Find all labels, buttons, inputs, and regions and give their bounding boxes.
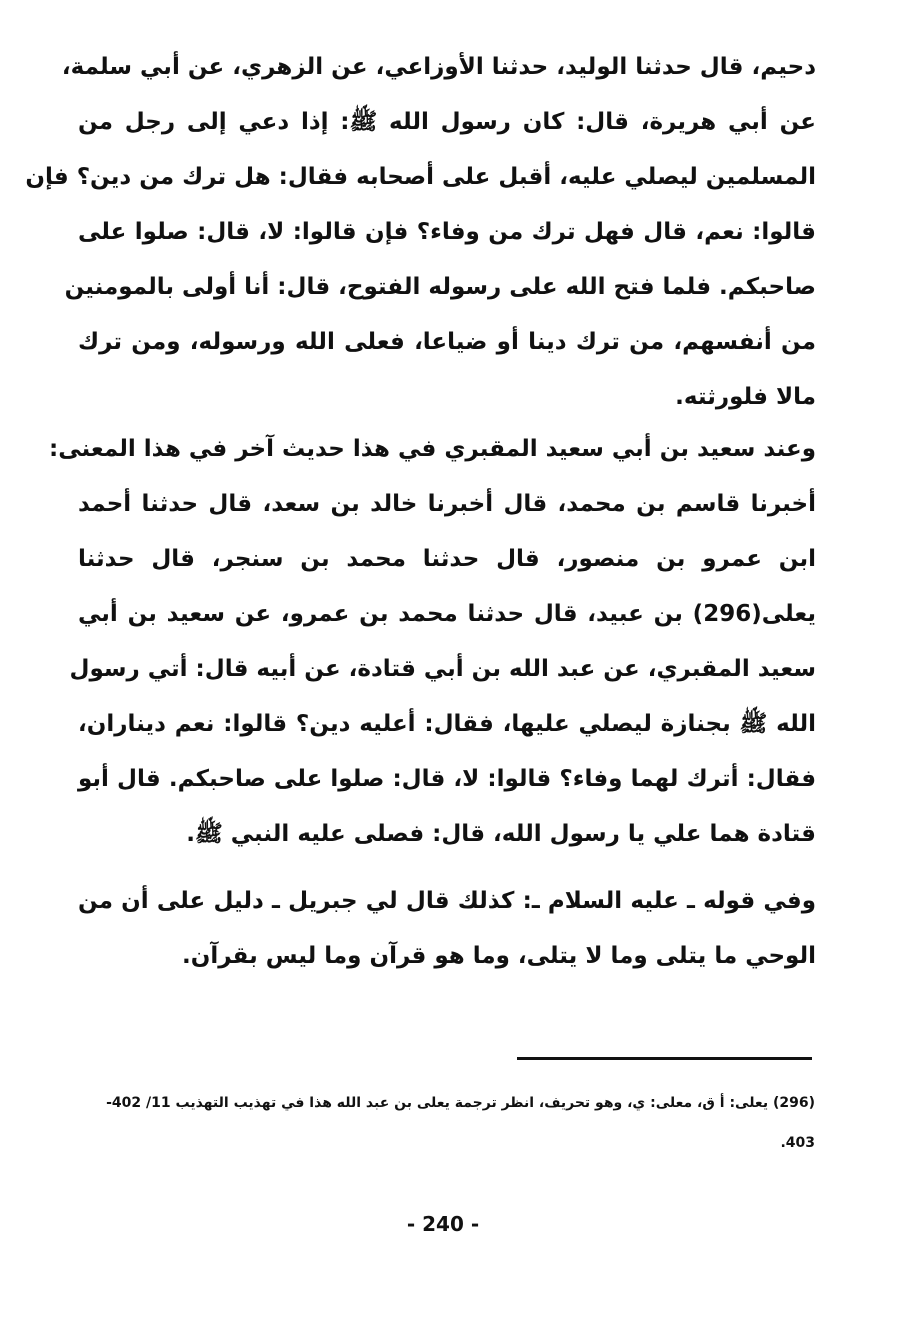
text-line: فقال: أترك لهما وفاء؟ قالوا: لا، قال: صلوا على صاحبكم. قال أبو bbox=[78, 766, 816, 792]
text-line: يعلى(296) بن عبيد، قال حدثنا محمد بن عمرو، عن سعيد بن أبي bbox=[78, 601, 816, 627]
page-number: - 240 - bbox=[406, 1212, 480, 1236]
text-line: مالا فلورثته. bbox=[675, 384, 816, 410]
footnote-separator bbox=[517, 1057, 812, 1060]
text-line: الوحي ما يتلى وما لا يتلى، وما هو قرآن وما ليس بقرآن. bbox=[181, 943, 816, 969]
text-line: من أنفسهم، من ترك دينا أو ضياعا، فعلى الله ورسوله، ومن ترك bbox=[78, 329, 816, 355]
text-line: المسلمين ليصلي عليه، أقبل على أصحابه فقال: هل ترك من دين؟ فإن bbox=[25, 164, 816, 190]
text-line: صاحبكم. فلما فتح الله على رسوله الفتوح، قال: أنا أولى بالمومنين bbox=[64, 274, 816, 300]
footnote-296 bbox=[70, 1083, 815, 1163]
paragraph-hadith-abu-qatada bbox=[49, 422, 816, 862]
paragraph-commentary bbox=[78, 874, 816, 984]
footnote-line: (296) يعلى: أ ق، معلى: ي، وهو تحريف، انظر ترجمة يعلى بن عبد الله هذا في تهذيب التهذيب 11/ 402- bbox=[106, 1095, 815, 1111]
text-line: سعيد المقبري، عن عبد الله بن أبي قتادة، عن أبيه قال: أتي رسول bbox=[69, 656, 816, 682]
text-line: وفي قوله ـ عليه السلام ـ: كذلك قال لي جبريل ـ دليل على أن من bbox=[78, 888, 816, 914]
text-line: قتادة هما علي يا رسول الله، قال: فصلى عليه النبي ﷺ. bbox=[186, 821, 816, 847]
text-line: دحيم، قال حدثنا الوليد، حدثنا الأوزاعي، عن الزهري، عن أبي سلمة، bbox=[61, 54, 816, 80]
text-line: عن أبي هريرة، قال: كان رسول الله ﷺ: إذا دعي إلى رجل من bbox=[78, 109, 816, 135]
paragraph-hadith-abu-hurayra bbox=[25, 40, 816, 425]
text-line: أخبرنا قاسم بن محمد، قال أخبرنا خالد بن سعد، قال حدثنا أحمد bbox=[78, 491, 816, 517]
text-line: ابن عمرو بن منصور، قال حدثنا محمد بن سنجر، قال حدثنا bbox=[78, 546, 816, 572]
text-line: وعند سعيد بن أبي سعيد المقبري في هذا حديث آخر في هذا المعنى: bbox=[49, 436, 816, 462]
footnote-line: 403. bbox=[780, 1135, 815, 1151]
text-line: الله ﷺ بجنازة ليصلي عليها، فقال: أعليه دين؟ قالوا: نعم ديناران، bbox=[78, 711, 816, 737]
text-line: قالوا: نعم، قال فهل ترك من وفاء؟ فإن قالوا: لا، قال: صلوا على bbox=[78, 219, 816, 245]
